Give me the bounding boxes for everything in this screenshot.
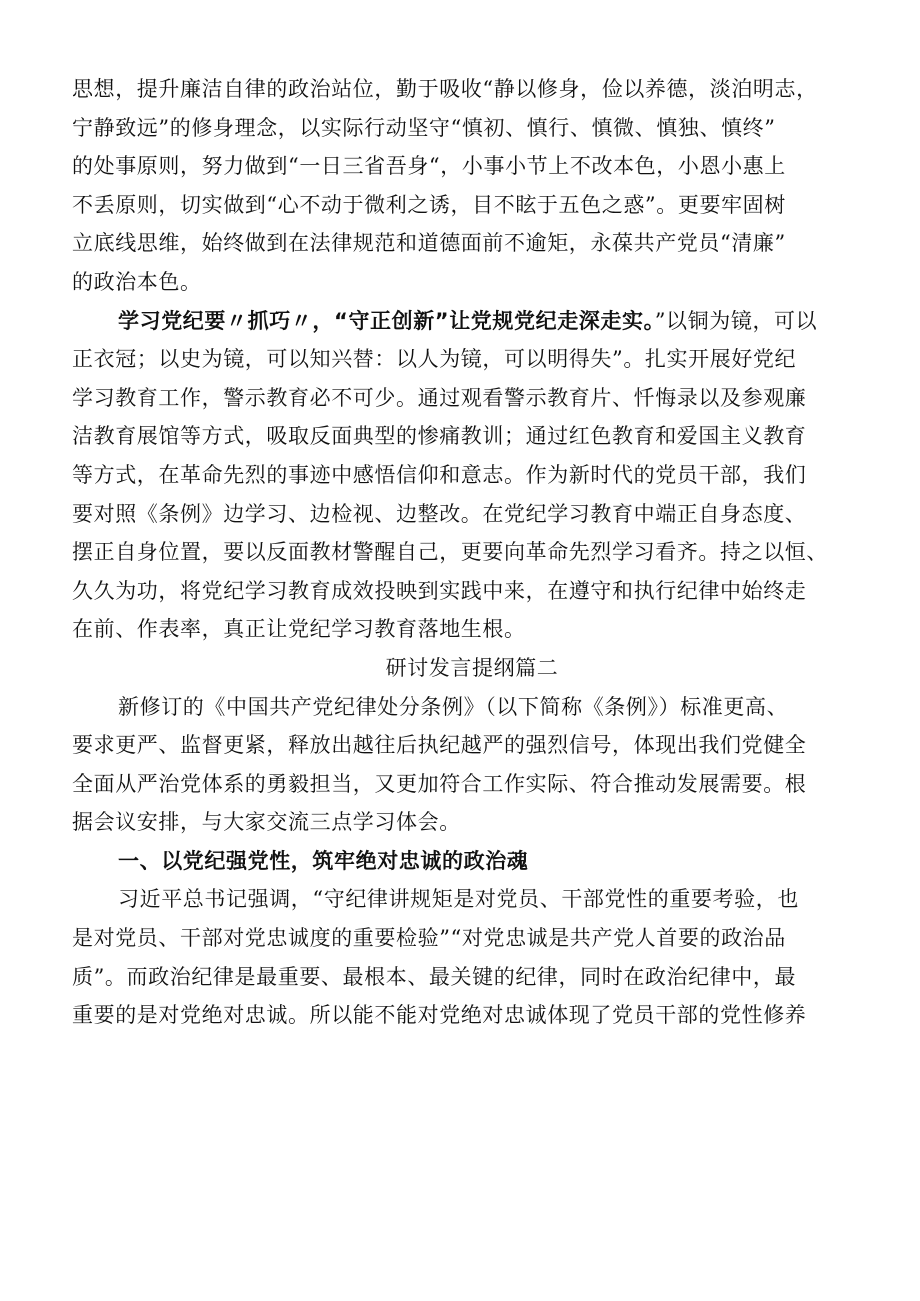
text-line: 思想，提升廉洁自律的政治站位，勤于吸收“静以修身，俭以养德，淡泊明志， bbox=[72, 77, 818, 101]
heading-one: 一、以党纪强党性，筑牢绝对忠诚的政治魂 bbox=[118, 848, 529, 873]
text-line: 质”。而政治纪律是最重要、最根本、最关键的纪律，同时在政治纪律中，最 bbox=[72, 964, 797, 989]
text-line: 要对照《条例》边学习、边检视、边整改。在党纪学习教育中端正自身态度、 bbox=[72, 501, 807, 526]
text-line: 正衣冠；以史为镜，可以知兴替：以人为镜，可以明得失”。扎实开展好党纪 bbox=[72, 347, 797, 372]
text-line: 要求更严、监督更紧，释放出越往后执纪越严的强烈信号，体现出我们党健全 bbox=[72, 733, 807, 758]
text-line: 据会议安排，与大家交流三点学习体会。 bbox=[72, 810, 461, 835]
text-line: 摆正自身位置，要以反面教材警醒自己，更要向革命先烈学习看齐。持之以恒、 bbox=[72, 540, 828, 565]
paragraph-3 bbox=[72, 688, 872, 842]
document-page bbox=[72, 70, 872, 1035]
text-line: 的处事原则，努力做到“一日三省吾身“，小事小节上不改本色，小恩小惠上 bbox=[72, 154, 786, 179]
text-line: 洁教育展馆等方式，吸取反面典型的惨痛教训；通过红色教育和爱国主义教育 bbox=[72, 424, 807, 449]
text-line: 立底线思维，始终做到在法律规范和道德面前不逾矩，永葆共产党员“清廉” bbox=[72, 231, 786, 256]
text-line: 等方式，在革命先烈的事迹中感悟信仰和意志。作为新时代的党员干部，我们 bbox=[72, 462, 807, 487]
section-title: 研讨发言提纲篇二 bbox=[385, 655, 559, 680]
text-line: 学习教育工作，警示教育必不可少。通过观看警示教育片、忏悔录以及参观廉 bbox=[72, 385, 807, 410]
paragraph-lead-heading: 学习党纪要〃抓巧〃，“守正创新”让党规党纪走深走实。 bbox=[118, 308, 655, 333]
text-line: 在前、作表率，真正让党纪学习教育落地生根。 bbox=[72, 617, 526, 642]
text-line: 不丢原则，切实做到“心不动于微利之诱，目不眩于五色之惑”。更要牢固树 bbox=[72, 192, 786, 217]
text-line: 的政治本色。 bbox=[72, 269, 202, 294]
text-line: 新修订的《中国共产党纪律处分条例》（以下简称《条例》）标准更高、 bbox=[118, 694, 789, 719]
text-line: 重要的是对党绝对忠诚。所以能不能对党绝对忠诚体现了党员干部的党性修养 bbox=[72, 1003, 807, 1028]
text-line: 久久为功，将党纪学习教育成效投映到实践中来，在遵守和执行纪律中始终走 bbox=[72, 578, 807, 603]
text-line: 全面从严治党体系的勇毅担当，又更加符合工作实际、符合推动发展需要。根 bbox=[72, 771, 807, 796]
paragraph-1 bbox=[72, 70, 872, 302]
text-line bbox=[72, 302, 872, 341]
paragraph-2 bbox=[72, 302, 872, 649]
paragraph-lead-rest: ”以铜为镜，可以 bbox=[654, 308, 818, 333]
text-line: 是对党员、干部对党忠诚度的重要检验”“对党忠诚是共产党人首要的政治品 bbox=[72, 926, 786, 951]
paragraph-4 bbox=[72, 880, 872, 1034]
text-line: 习近平总书记强调，“守纪律讲规矩是对党员、干部党性的重要考验，也 bbox=[118, 887, 799, 912]
text-line: 宁静致远”的修身理念，以实际行动坚守“慎初、慎行、慎微、慎独、慎终” bbox=[72, 115, 776, 140]
